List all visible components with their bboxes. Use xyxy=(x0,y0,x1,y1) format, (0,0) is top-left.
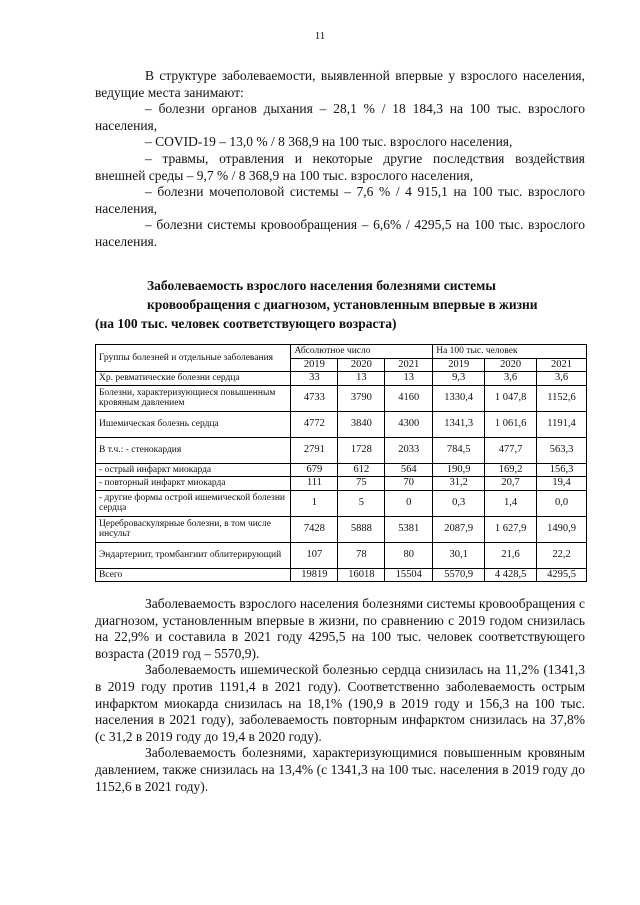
col-header-per100k: На 100 тыс. человек xyxy=(433,345,587,359)
row-value: 13 xyxy=(385,372,433,386)
intro-item-covid: – COVID-19 – 13,0 % / 8 368,9 на 100 тыс. взрослого населения, xyxy=(145,134,513,150)
row-value: 9,3 xyxy=(433,372,485,386)
heading-line-1: Заболеваемость взрослого населения болезнями системы xyxy=(147,278,496,293)
row-value: 4772 xyxy=(291,411,338,437)
year-header: 2020 xyxy=(338,358,385,372)
table-row xyxy=(96,437,587,463)
intro-item-urogenital: – болезни мочеполовой системы – 7,6 % / 4 915,1 на 100 тыс. взрослого населения, xyxy=(95,184,585,216)
row-value: 7428 xyxy=(291,516,338,542)
row-value: 3790 xyxy=(338,385,385,411)
row-value: 4733 xyxy=(291,385,338,411)
heading-line-3: (на 100 тыс. человек соответствующего возраста) xyxy=(95,316,397,331)
row-value: 1490,9 xyxy=(537,516,587,542)
row-value: 190,9 xyxy=(433,463,485,477)
row-value: 3840 xyxy=(338,411,385,437)
row-label: - повторный инфаркт миокарда xyxy=(96,477,291,491)
row-value: 0,3 xyxy=(433,490,485,516)
row-value: 4300 xyxy=(385,411,433,437)
row-label: Ишемическая болезнь сердца xyxy=(96,411,291,437)
row-value: 3,6 xyxy=(537,372,587,386)
row-value: 0 xyxy=(385,490,433,516)
intro-paragraph: В структуре заболеваемости, выявленной впервые у взрослого населения, ведущие места занимают: xyxy=(95,68,585,100)
row-value: 4295,5 xyxy=(537,568,587,582)
year-header: 2020 xyxy=(485,358,537,372)
body-paragraph-2: Заболеваемость ишемической болезнью сердца снизилась на 11,2% (1341,3 в 2019 году против 1191,4 в 2021 году). Соответственно заболеваемость острым инфарктом миокарда снизилась на 18,1% (190,9 в 2019 году и 156,3 на 100 тыс. населения в 2021 году), заболеваемость повторным инфарктом снизилась на 37,8% (с 31,2 в 2019 году до 19,4 в 2020 году). xyxy=(95,662,585,744)
table-row xyxy=(96,411,587,437)
table-row xyxy=(96,385,587,411)
row-value: 1 061,6 xyxy=(485,411,537,437)
row-value: 679 xyxy=(291,463,338,477)
table-row xyxy=(96,372,587,386)
row-value: 477,7 xyxy=(485,437,537,463)
row-value: 3,6 xyxy=(485,372,537,386)
year-header: 2019 xyxy=(291,358,338,372)
row-label: Цереброваскулярные болезни, в том числе инсульт xyxy=(96,516,291,542)
body-section xyxy=(95,596,585,795)
row-value: 33 xyxy=(291,372,338,386)
row-label: - острый инфаркт миокарда xyxy=(96,463,291,477)
table-row xyxy=(96,463,587,477)
row-label: - другие формы острой ишемической болезни сердца xyxy=(96,490,291,516)
row-value: 13 xyxy=(338,372,385,386)
body-paragraph-3: Заболеваемость болезнями, характеризующимися повышенным кровяным давлением, также снизилась на 13,4% (с 1341,3 на 100 тыс. населения в 2019 году до 1152,6 в 2021 году). xyxy=(95,745,585,794)
table-row xyxy=(96,516,587,542)
row-value: 563,3 xyxy=(537,437,587,463)
body-paragraph-1: Заболеваемость взрослого населения болезнями системы кровообращения с диагнозом, установленным впервые в жизни, по сравнению с 2019 годом снизилась на 22,9% и составила в 2021 году 4295,5 на 100 тыс. человек соответствующего возраста (2019 год – 5570,9). xyxy=(95,596,585,661)
row-value: 4160 xyxy=(385,385,433,411)
row-value: 2033 xyxy=(385,437,433,463)
row-value: 4 428,5 xyxy=(485,568,537,582)
row-value: 78 xyxy=(338,542,385,568)
row-value: 156,3 xyxy=(537,463,587,477)
row-value: 5570,9 xyxy=(433,568,485,582)
col-header-groups: Группы болезней и отдельные заболевания xyxy=(96,345,291,372)
row-value: 2791 xyxy=(291,437,338,463)
table-row xyxy=(96,490,587,516)
intro-item-respiratory: – болезни органов дыхания – 28,1 % / 18 184,3 на 100 тыс. взрослого населения, xyxy=(95,101,585,133)
row-value: 75 xyxy=(338,477,385,491)
row-value: 20,7 xyxy=(485,477,537,491)
row-value: 16018 xyxy=(338,568,385,582)
row-value: 1191,4 xyxy=(537,411,587,437)
row-value: 70 xyxy=(385,477,433,491)
row-value: 30,1 xyxy=(433,542,485,568)
row-value: 5381 xyxy=(385,516,433,542)
row-label: Всего xyxy=(96,568,291,582)
row-value: 169,2 xyxy=(485,463,537,477)
intro-item-injuries: – травмы, отравления и некоторые другие последствия воздействия внешней среды – 9,7 % / 8 368,9 на 100 тыс. взрослого населения, xyxy=(95,150,585,183)
row-value: 564 xyxy=(385,463,433,477)
col-header-absolute: Абсолютное число xyxy=(291,345,433,359)
row-value: 1 047,8 xyxy=(485,385,537,411)
page-number: 11 xyxy=(314,30,326,42)
table-heading xyxy=(95,276,585,333)
row-value: 612 xyxy=(338,463,385,477)
row-value: 2087,9 xyxy=(433,516,485,542)
row-label: Хр. ревматические болезни сердца xyxy=(96,372,291,386)
row-value: 1341,3 xyxy=(433,411,485,437)
table-row xyxy=(96,568,587,582)
table-header-row xyxy=(96,345,587,359)
row-label: В т.ч.: - стенокардия xyxy=(96,437,291,463)
heading-line-2: кровообращения с диагнозом, установленным впервые в жизни xyxy=(147,297,538,312)
morbidity-table xyxy=(95,344,587,582)
intro-item-circulatory: – болезни системы кровообращения – 6,6% / 4295,5 на 100 тыс. взрослого населения. xyxy=(95,217,585,249)
row-value: 1152,6 xyxy=(537,385,587,411)
table-row xyxy=(96,542,587,568)
row-value: 1 xyxy=(291,490,338,516)
row-value: 5888 xyxy=(338,516,385,542)
row-value: 5 xyxy=(338,490,385,516)
row-value: 1728 xyxy=(338,437,385,463)
table-body xyxy=(96,372,587,582)
row-value: 784,5 xyxy=(433,437,485,463)
row-value: 31,2 xyxy=(433,477,485,491)
intro-section xyxy=(95,68,585,251)
row-label: Болезни, характеризующиеся повышенным кровяным давлением xyxy=(96,385,291,411)
row-label: Эндартериит, тромбангиит облитерирующий xyxy=(96,542,291,568)
row-value: 1 627,9 xyxy=(485,516,537,542)
row-value: 21,6 xyxy=(485,542,537,568)
year-header: 2019 xyxy=(433,358,485,372)
year-header: 2021 xyxy=(537,358,587,372)
row-value: 19,4 xyxy=(537,477,587,491)
row-value: 80 xyxy=(385,542,433,568)
row-value: 1,4 xyxy=(485,490,537,516)
year-header: 2021 xyxy=(385,358,433,372)
row-value: 22,2 xyxy=(537,542,587,568)
row-value: 19819 xyxy=(291,568,338,582)
row-value: 111 xyxy=(291,477,338,491)
row-value: 1330,4 xyxy=(433,385,485,411)
table-row xyxy=(96,477,587,491)
row-value: 15504 xyxy=(385,568,433,582)
row-value: 0,0 xyxy=(537,490,587,516)
row-value: 107 xyxy=(291,542,338,568)
